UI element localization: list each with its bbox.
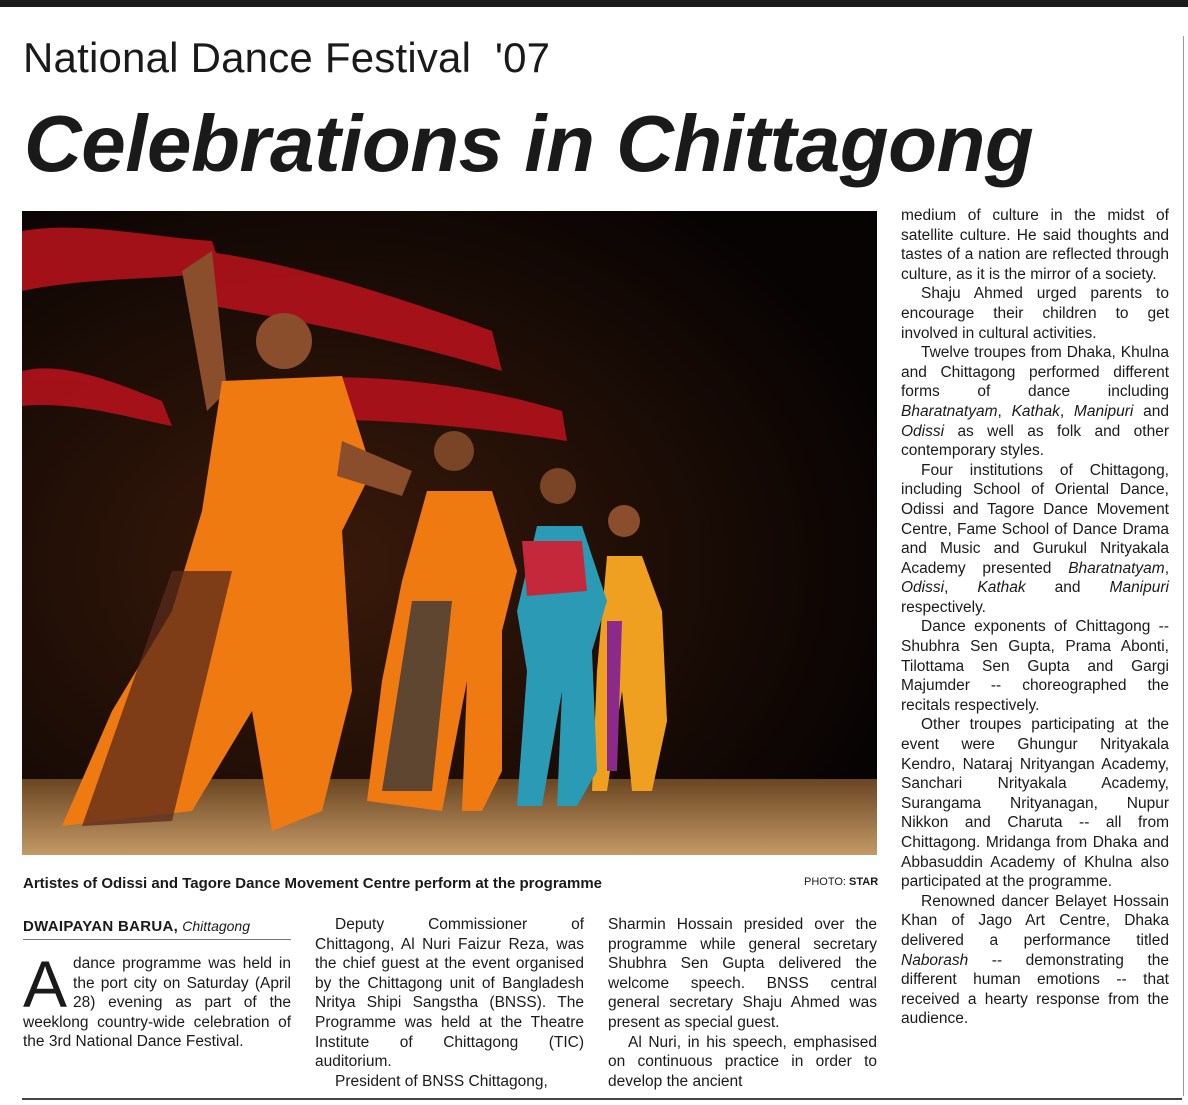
text: , — [1164, 559, 1169, 577]
paragraph: Deputy Commissioner of Chittagong, Al Nuri Faizur Reza, was the chief guest at the event organised by the Chittagong unit of Bangladesh Nritya Shipi Sangstha (BNSS). The Programme was held at the Theatre Institute of Chittagong (TIC) auditorium. — [315, 916, 584, 1071]
headline: Celebrations in Chittagong — [24, 99, 1034, 188]
lead-paragraph — [23, 947, 291, 1052]
paragraph — [901, 461, 1169, 618]
paragraph: Shaju Ahmed urged parents to encourage their children to get involved in cultural activities. — [901, 285, 1169, 342]
text: , — [997, 402, 1012, 420]
article-column-2 — [315, 915, 584, 1091]
dancers-illustration — [22, 211, 877, 855]
article-column-3 — [608, 915, 877, 1091]
text: respectively. — [901, 598, 986, 616]
dance-form: Manipuri — [1073, 402, 1134, 420]
lead-text: dance programme was held in the port city on Saturday (April 28) evening as part of the weeklong country-wide celebration of the 3rd National Dance Festival. — [23, 955, 291, 1051]
dance-photo — [22, 211, 877, 855]
text: and — [1133, 402, 1169, 420]
paragraph — [901, 343, 1169, 461]
kicker: National Dance Festival '07 — [23, 34, 551, 81]
dance-form: Bharatnatyam — [901, 402, 998, 420]
text: , — [944, 579, 978, 597]
column-rule — [1183, 36, 1184, 1096]
article-column-1 — [23, 947, 291, 1052]
paragraph: President of BNSS Chittagong, — [335, 1072, 548, 1090]
text: as well as folk and other contemporary styles. — [901, 422, 1169, 460]
text: , — [1059, 402, 1074, 420]
author-name: DWAIPAYAN BARUA, — [23, 918, 179, 935]
performance-title: Naborash — [901, 951, 969, 969]
photo-caption: Artistes of Odissi and Tagore Dance Movement Centre perform at the programme — [23, 875, 603, 892]
dance-form: Kathak — [1011, 402, 1060, 420]
drop-cap: A — [23, 947, 68, 1021]
text: Renowned dancer Belayet Hossain Khan of Jago Art Centre, Dhaka delivered a performance titled — [901, 892, 1169, 949]
credit-prefix: PHOTO: — [804, 876, 850, 888]
text: -- demonstrating the different human emotions -- that received a hearty response from the audience. — [901, 951, 1169, 1028]
photo-credit — [804, 876, 878, 888]
dance-form: Odissi — [901, 422, 945, 440]
author-location: Chittagong — [182, 918, 250, 934]
top-rule — [0, 0, 1188, 7]
text: and — [1025, 579, 1110, 597]
bottom-rule — [22, 1098, 1182, 1100]
paragraph: Other troupes participating at the event were Ghungur Nrityakala Kendro, Nataraj Nrityangan Academy, Sanchari Nrityakala Academy, Surangama Nrityanagan, Nupur Nikkon and Charuta -- all from Chittagong. Mridanga from Dhaka and Abbasuddin Academy of Khulna also participated at the programme. — [901, 716, 1169, 891]
paragraph: medium of culture in the midst of satellite culture. He said thoughts and tastes of a nation are reflected through culture, as it is the mirror of a society. — [901, 207, 1169, 283]
text: Twelve troupes from Dhaka, Khulna and Chittagong performed different forms of dance including — [901, 344, 1169, 401]
dance-form: Kathak — [977, 579, 1026, 597]
dance-form: Odissi — [901, 579, 945, 597]
dance-form: Manipuri — [1109, 579, 1169, 597]
paragraph: Sharmin Hossain presided over the programme while general secretary Shubhra Sen Gupta delivered the welcome speech. BNSS central general secretary Shaju Ahmed was present as special guest. — [608, 916, 877, 1031]
paragraph — [901, 892, 1169, 1029]
dance-form: Bharatnatyam — [1068, 559, 1165, 577]
text: Four institutions of Chittagong, including School of Oriental Dance, Odissi and Tagore Dance Movement Centre, Fame School of Dance Drama and Music and Gurukul Nrityakala Academy presented — [901, 461, 1169, 577]
paragraph: Dance exponents of Chittagong -- Shubhra Sen Gupta, Prama Abonti, Tilottama Sen Gupta and Gargi Majumder -- choreographed the recitals respectively. — [901, 618, 1169, 714]
article-column-4 — [901, 206, 1169, 1029]
paragraph: Al Nuri, in his speech, emphasised on continuous practice in order to develop the ancient — [608, 1033, 877, 1090]
byline — [23, 918, 291, 940]
credit-source: STAR — [849, 876, 879, 888]
